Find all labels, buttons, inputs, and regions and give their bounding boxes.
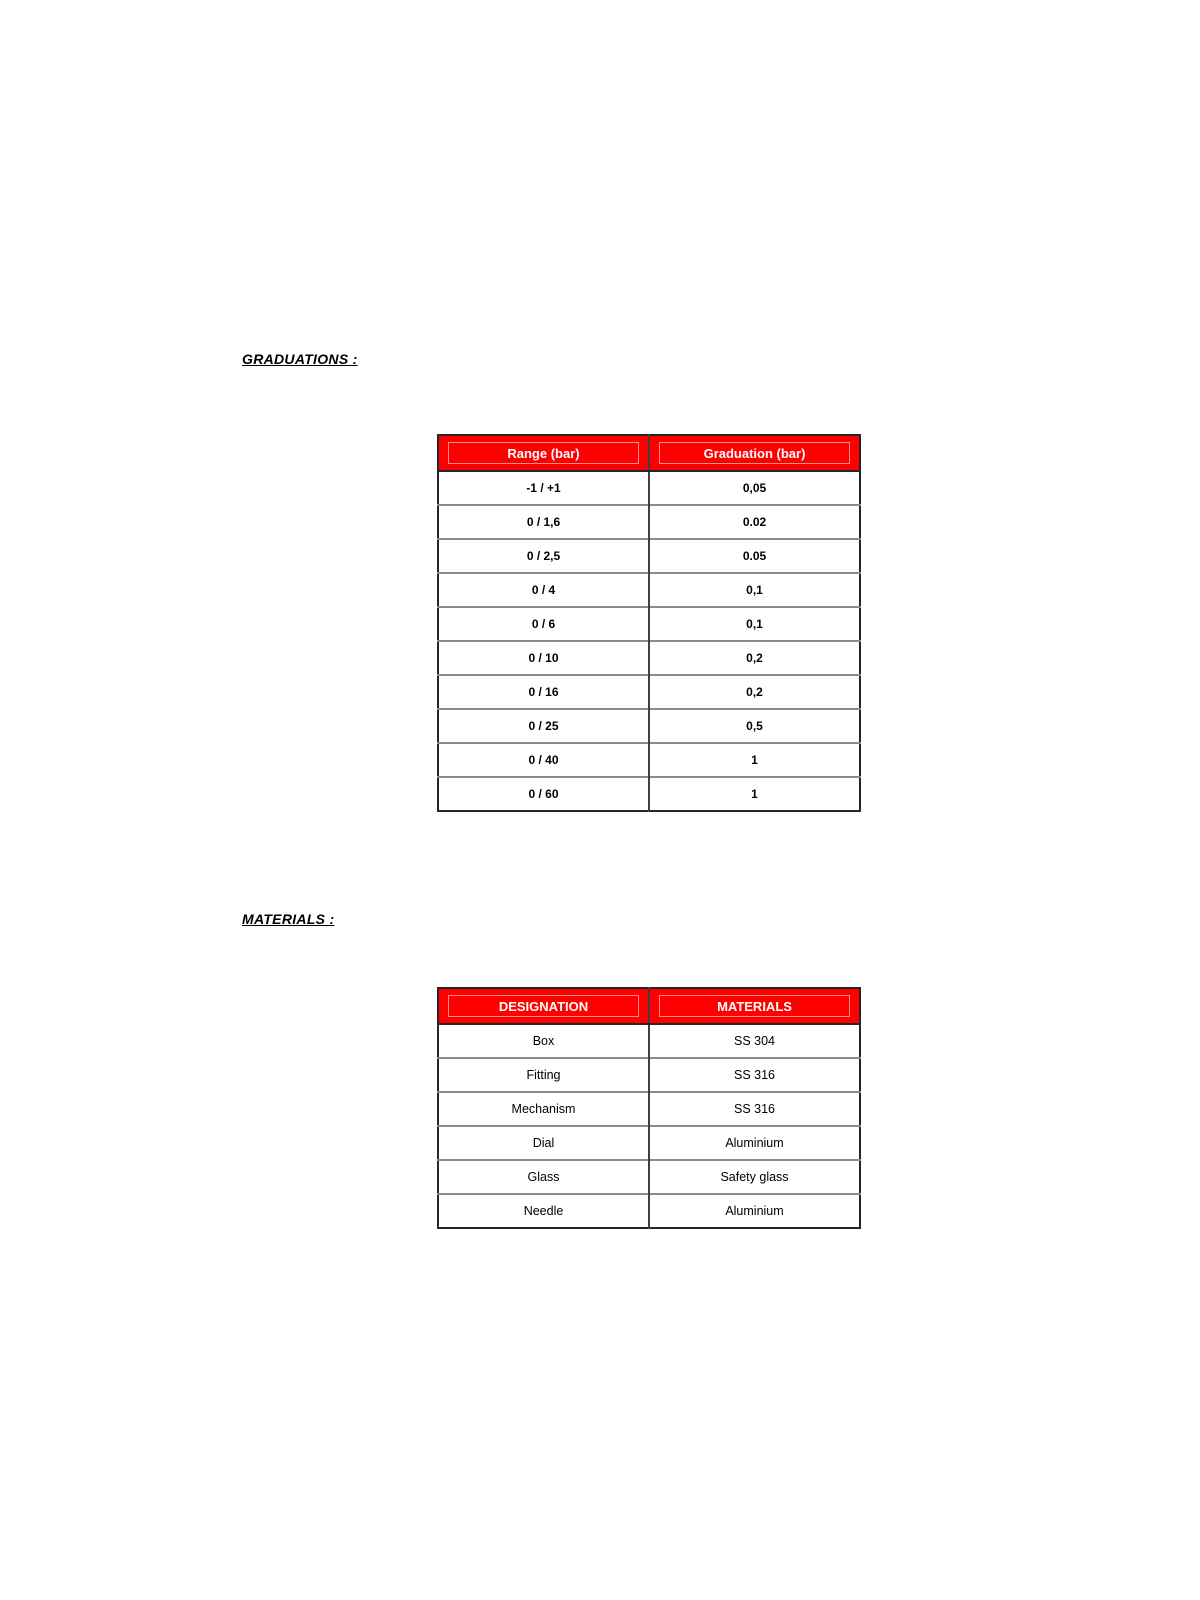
material-cell: SS 304 bbox=[649, 1024, 860, 1058]
column-header-range bbox=[438, 435, 649, 471]
graduation-cell: 0,5 bbox=[649, 709, 860, 743]
column-header-graduation-label: Graduation (bar) bbox=[659, 442, 850, 464]
column-header-designation bbox=[438, 988, 649, 1024]
table-row bbox=[438, 539, 860, 573]
range-cell: 0 / 25 bbox=[438, 709, 649, 743]
table-row bbox=[438, 641, 860, 675]
materials-table-header bbox=[438, 988, 860, 1024]
graduation-cell: 0,2 bbox=[649, 641, 860, 675]
range-cell: 0 / 16 bbox=[438, 675, 649, 709]
graduations-table-header bbox=[438, 435, 860, 471]
material-cell: Aluminium bbox=[649, 1194, 860, 1228]
column-header-materials bbox=[649, 988, 860, 1024]
table-row bbox=[438, 1126, 860, 1160]
table-row bbox=[438, 1194, 860, 1228]
column-header-graduation bbox=[649, 435, 860, 471]
range-cell: 0 / 1,6 bbox=[438, 505, 649, 539]
column-header-designation-label: DESIGNATION bbox=[448, 995, 639, 1017]
designation-cell: Glass bbox=[438, 1160, 649, 1194]
graduation-cell: 0.05 bbox=[649, 539, 860, 573]
material-cell: SS 316 bbox=[649, 1092, 860, 1126]
graduation-cell: 1 bbox=[649, 777, 860, 811]
column-header-materials-label: MATERIALS bbox=[659, 995, 850, 1017]
designation-cell: Mechanism bbox=[438, 1092, 649, 1126]
graduation-cell: 0,2 bbox=[649, 675, 860, 709]
graduation-cell: 1 bbox=[649, 743, 860, 777]
designation-cell: Fitting bbox=[438, 1058, 649, 1092]
materials-table bbox=[437, 987, 861, 1229]
graduation-cell: 0,1 bbox=[649, 607, 860, 641]
designation-cell: Needle bbox=[438, 1194, 649, 1228]
table-row bbox=[438, 505, 860, 539]
table-row bbox=[438, 675, 860, 709]
designation-cell: Box bbox=[438, 1024, 649, 1058]
graduations-section-heading: GRADUATIONS : bbox=[242, 351, 358, 367]
table-row bbox=[438, 743, 860, 777]
range-cell: 0 / 6 bbox=[438, 607, 649, 641]
table-header-row bbox=[438, 988, 860, 1024]
range-cell: 0 / 2,5 bbox=[438, 539, 649, 573]
material-cell: Safety glass bbox=[649, 1160, 860, 1194]
range-cell: 0 / 40 bbox=[438, 743, 649, 777]
graduation-cell: 0.02 bbox=[649, 505, 860, 539]
designation-cell: Dial bbox=[438, 1126, 649, 1160]
table-row bbox=[438, 1160, 860, 1194]
range-cell: 0 / 60 bbox=[438, 777, 649, 811]
graduations-table bbox=[437, 434, 861, 812]
table-row bbox=[438, 1024, 860, 1058]
materials-section-heading: MATERIALS : bbox=[242, 911, 335, 927]
table-row bbox=[438, 573, 860, 607]
range-cell: 0 / 10 bbox=[438, 641, 649, 675]
material-cell: SS 316 bbox=[649, 1058, 860, 1092]
material-cell: Aluminium bbox=[649, 1126, 860, 1160]
range-cell: 0 / 4 bbox=[438, 573, 649, 607]
table-row bbox=[438, 1092, 860, 1126]
graduation-cell: 0,1 bbox=[649, 573, 860, 607]
table-row bbox=[438, 471, 860, 505]
range-cell: -1 / +1 bbox=[438, 471, 649, 505]
table-row bbox=[438, 709, 860, 743]
table-row bbox=[438, 777, 860, 811]
table-row bbox=[438, 1058, 860, 1092]
materials-table-body bbox=[438, 1024, 860, 1228]
table-header-row bbox=[438, 435, 860, 471]
column-header-range-label: Range (bar) bbox=[448, 442, 639, 464]
graduations-table-body bbox=[438, 471, 860, 811]
graduation-cell: 0,05 bbox=[649, 471, 860, 505]
table-row bbox=[438, 607, 860, 641]
